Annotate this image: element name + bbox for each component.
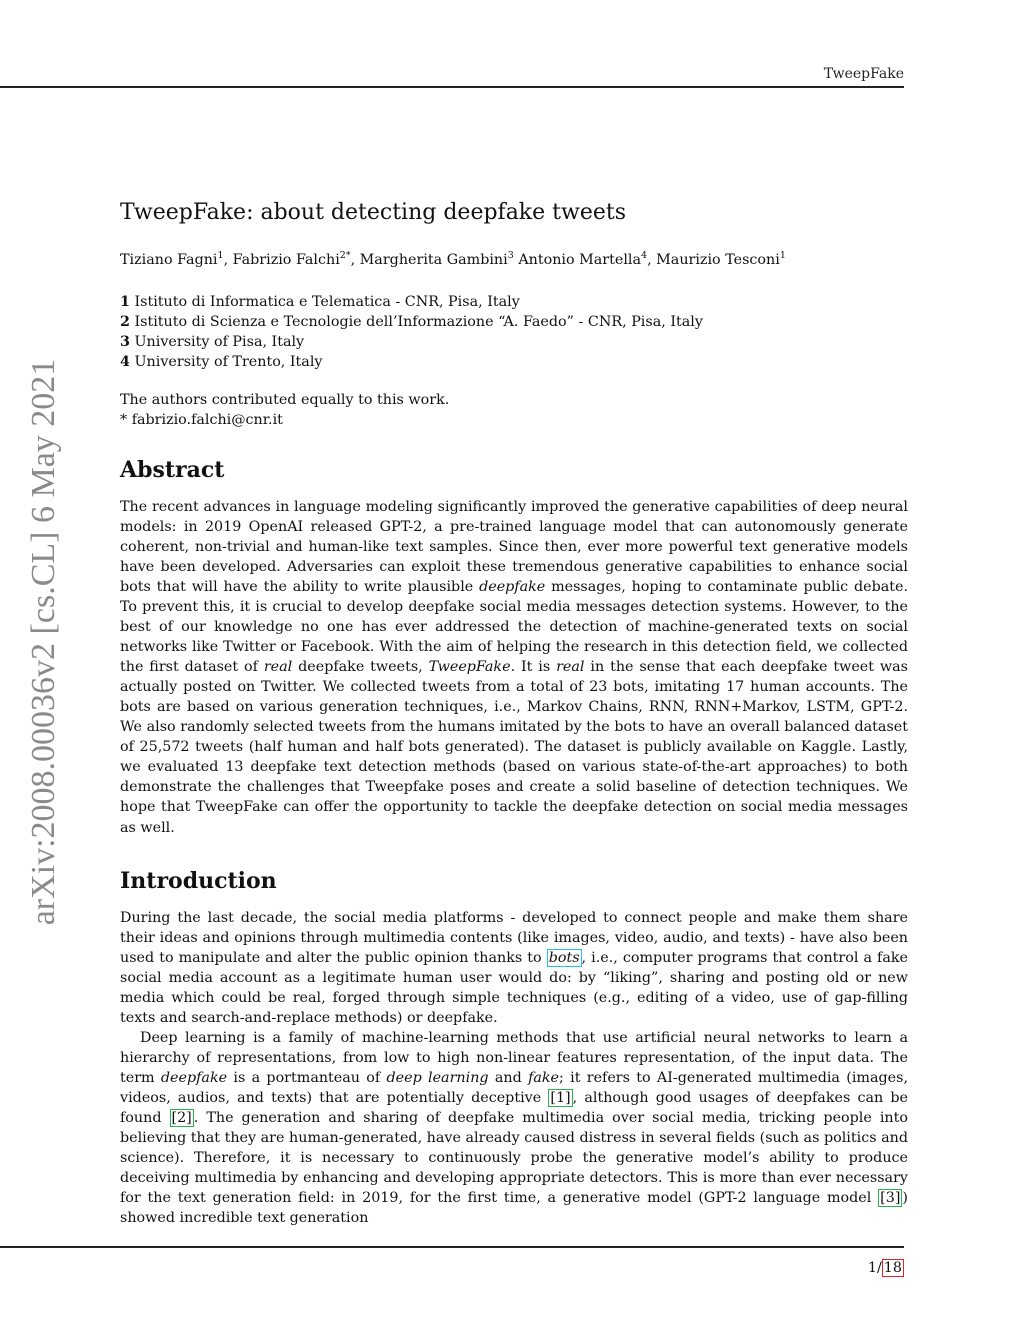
emphasis: deepfake: [479, 578, 546, 595]
text-run: in the sense that each deepfake tweet was actually posted on Twitter. We collected tweets from a total of 23 bots, imitating 17 human accounts. The bots are based on various generation techniques, i.e., Markov Chains, RNN, RNN+Markov, LSTM, GPT-2. We also randomly selected tweets from the humans imitated by the bots to have an overall balanced dataset of 25,572 tweets (half human and half bots generated). The dataset is publicly available on Kaggle. Lastly, we evaluated 13 deepfake text detection methods (based on various state-of-the-art approaches) to both demonstrate the challenges that Tweepfake poses and create a solid baseline of detection techniques. We hope that TweepFake can offer the opportunity to tackle the deepfake detection on social media messages as well.: [120, 659, 908, 836]
author-affiliation-mark: 3: [507, 250, 514, 261]
abstract-heading: Abstract: [120, 456, 225, 483]
text-run: and: [488, 1069, 529, 1086]
text-run: ; it refers to AI-generated multimedia (images, videos, audios, and texts) that are potentially deceptive: [120, 1069, 908, 1106]
page-content: [120, 200, 908, 1228]
running-head: TweepFake: [823, 66, 904, 82]
affiliation-text: University of Trento, Italy: [129, 353, 323, 370]
equal-contribution-note: The authors contributed equally to this work.: [120, 391, 450, 408]
text-run: During the last decade, the social media platforms - developed to connect people and make them share their ideas and opinions through multimedia contents (like images, video, audio, and texts) - have also been used to manipulate and alter the public opinion thanks to: [120, 909, 908, 966]
emphasis: deep learning: [386, 1069, 489, 1086]
arxiv-identifier-stamp: arXiv:2008.00036v2 [cs.CL] 6 May 2021: [25, 358, 62, 926]
affiliation-list: [120, 292, 908, 372]
corresponding-author-email: * fabrizio.falchi@cnr.it: [120, 411, 283, 428]
introduction-paragraph: [120, 1028, 908, 1228]
text-run: ) showed incredible text generation: [120, 1190, 908, 1227]
abstract-paragraph: [120, 497, 908, 838]
page-current: 1/: [867, 1260, 882, 1276]
affiliation-number: 4: [120, 353, 130, 370]
author-name: Antonio Martella: [518, 251, 642, 268]
author-name: Maurizio Tesconi: [656, 251, 780, 268]
header-rule: [0, 86, 904, 88]
affiliation-number: 1: [120, 293, 130, 310]
author-notes: [120, 390, 908, 430]
page-number: [868, 1260, 904, 1276]
introduction-heading: Introduction: [120, 867, 277, 894]
paper-title: TweepFake: about detecting deepfake tweets: [120, 200, 626, 225]
author-name: Fabrizio Falchi: [232, 251, 340, 268]
text-run: The recent advances in language modeling significantly improved the generative capabilities of deep neural models: in 2019 OpenAI released GPT-2, a pre-trained language model that can autonomously generate coherent, non-trivial and human-like text samples. Since then, ever more powerful text generative models have been developed. Adversaries can exploit these tremendous generative capabilities to enhance social bots that will have the ability to write plausible: [120, 498, 908, 595]
author-list: [120, 246, 908, 270]
author-affiliation-mark: 1: [217, 250, 224, 261]
author-separator: ,: [350, 251, 360, 268]
affiliation-number: 2: [120, 313, 130, 330]
citation-link[interactable]: [1]: [550, 1089, 571, 1106]
text-run: deepfake tweets,: [292, 659, 429, 676]
affiliation-item: [120, 352, 908, 372]
citation-link[interactable]: [3]: [880, 1190, 901, 1207]
text-run: , i.e., computer programs that control a fake social media account as a legitimate human user would do: by “liking”, sharing and posting old or new media which could be real, forged through simple techniques (e.g., editing of a video, use of gap-filling texts and search-and-replace methods) or deepfake.: [120, 949, 908, 1026]
emphasis: real: [556, 659, 585, 676]
author-affiliation-mark: 2*: [339, 250, 351, 261]
emphasis: TweepFake: [428, 659, 511, 676]
footer-rule: [0, 1246, 904, 1248]
text-run: is a portmanteau of: [227, 1069, 387, 1086]
author-separator: ,: [223, 251, 233, 268]
emphasis: fake: [528, 1069, 560, 1086]
text-run: messages, hoping to contaminate public debate. To prevent this, it is crucial to develop deepfake social media messages detection systems. However, to the best of our knowledge no one has ever addressed the detection of machine-generated texts on social networks like Twitter or Facebook. With the aim of helping the research in this detection field, we collected the first dataset of: [120, 578, 909, 676]
page-total-link[interactable]: 18: [883, 1260, 902, 1276]
affiliation-item: [120, 312, 908, 332]
author-affiliation-mark: 1: [779, 250, 786, 261]
text-run: . The generation and sharing of deepfake multimedia over social media, tricking people into believing that they are human-generated, have already caused distress in several fields (such as politics and science). Therefore, it is necessary to continuously probe the generative model’s ability to produce deceiving multimedia by enhancing and developing appropriate detectors. This is more than ever necessary for the text generation field: in 2019, for the first time, a generative model (GPT-2 language model: [120, 1110, 908, 1207]
emphasis: real: [263, 659, 293, 676]
emphasis: deepfake: [160, 1069, 228, 1086]
affiliation-number: 3: [120, 333, 130, 350]
affiliation-text: Istituto di Scienza e Tecnologie dell’Informazione “A. Faedo” - CNR, Pisa, Italy: [129, 313, 703, 330]
bots-link[interactable]: bots: [548, 949, 580, 966]
author-affiliation-mark: 4: [641, 250, 648, 261]
affiliation-item: [120, 332, 908, 352]
introduction-paragraph: [120, 908, 908, 1028]
author-name: Margherita Gambini: [359, 251, 508, 268]
text-run: Deep learning is a family of machine-learning methods that use artificial neural networks to learn a hierarchy of representations, from low to high non-linear features representation, of the input data. The term: [120, 1029, 908, 1086]
author-separator: ,: [647, 251, 657, 268]
affiliation-item: [120, 292, 908, 312]
affiliation-text: Istituto di Informatica e Telematica - CNR, Pisa, Italy: [129, 293, 520, 310]
author-name: Tiziano Fagni: [120, 251, 218, 268]
introduction-body: [120, 908, 908, 1229]
affiliation-text: University of Pisa, Italy: [129, 333, 305, 350]
citation-link[interactable]: [2]: [171, 1110, 192, 1127]
text-run: . It is: [510, 659, 557, 676]
text-run: , although good usages of deepfakes can be found: [120, 1089, 909, 1127]
